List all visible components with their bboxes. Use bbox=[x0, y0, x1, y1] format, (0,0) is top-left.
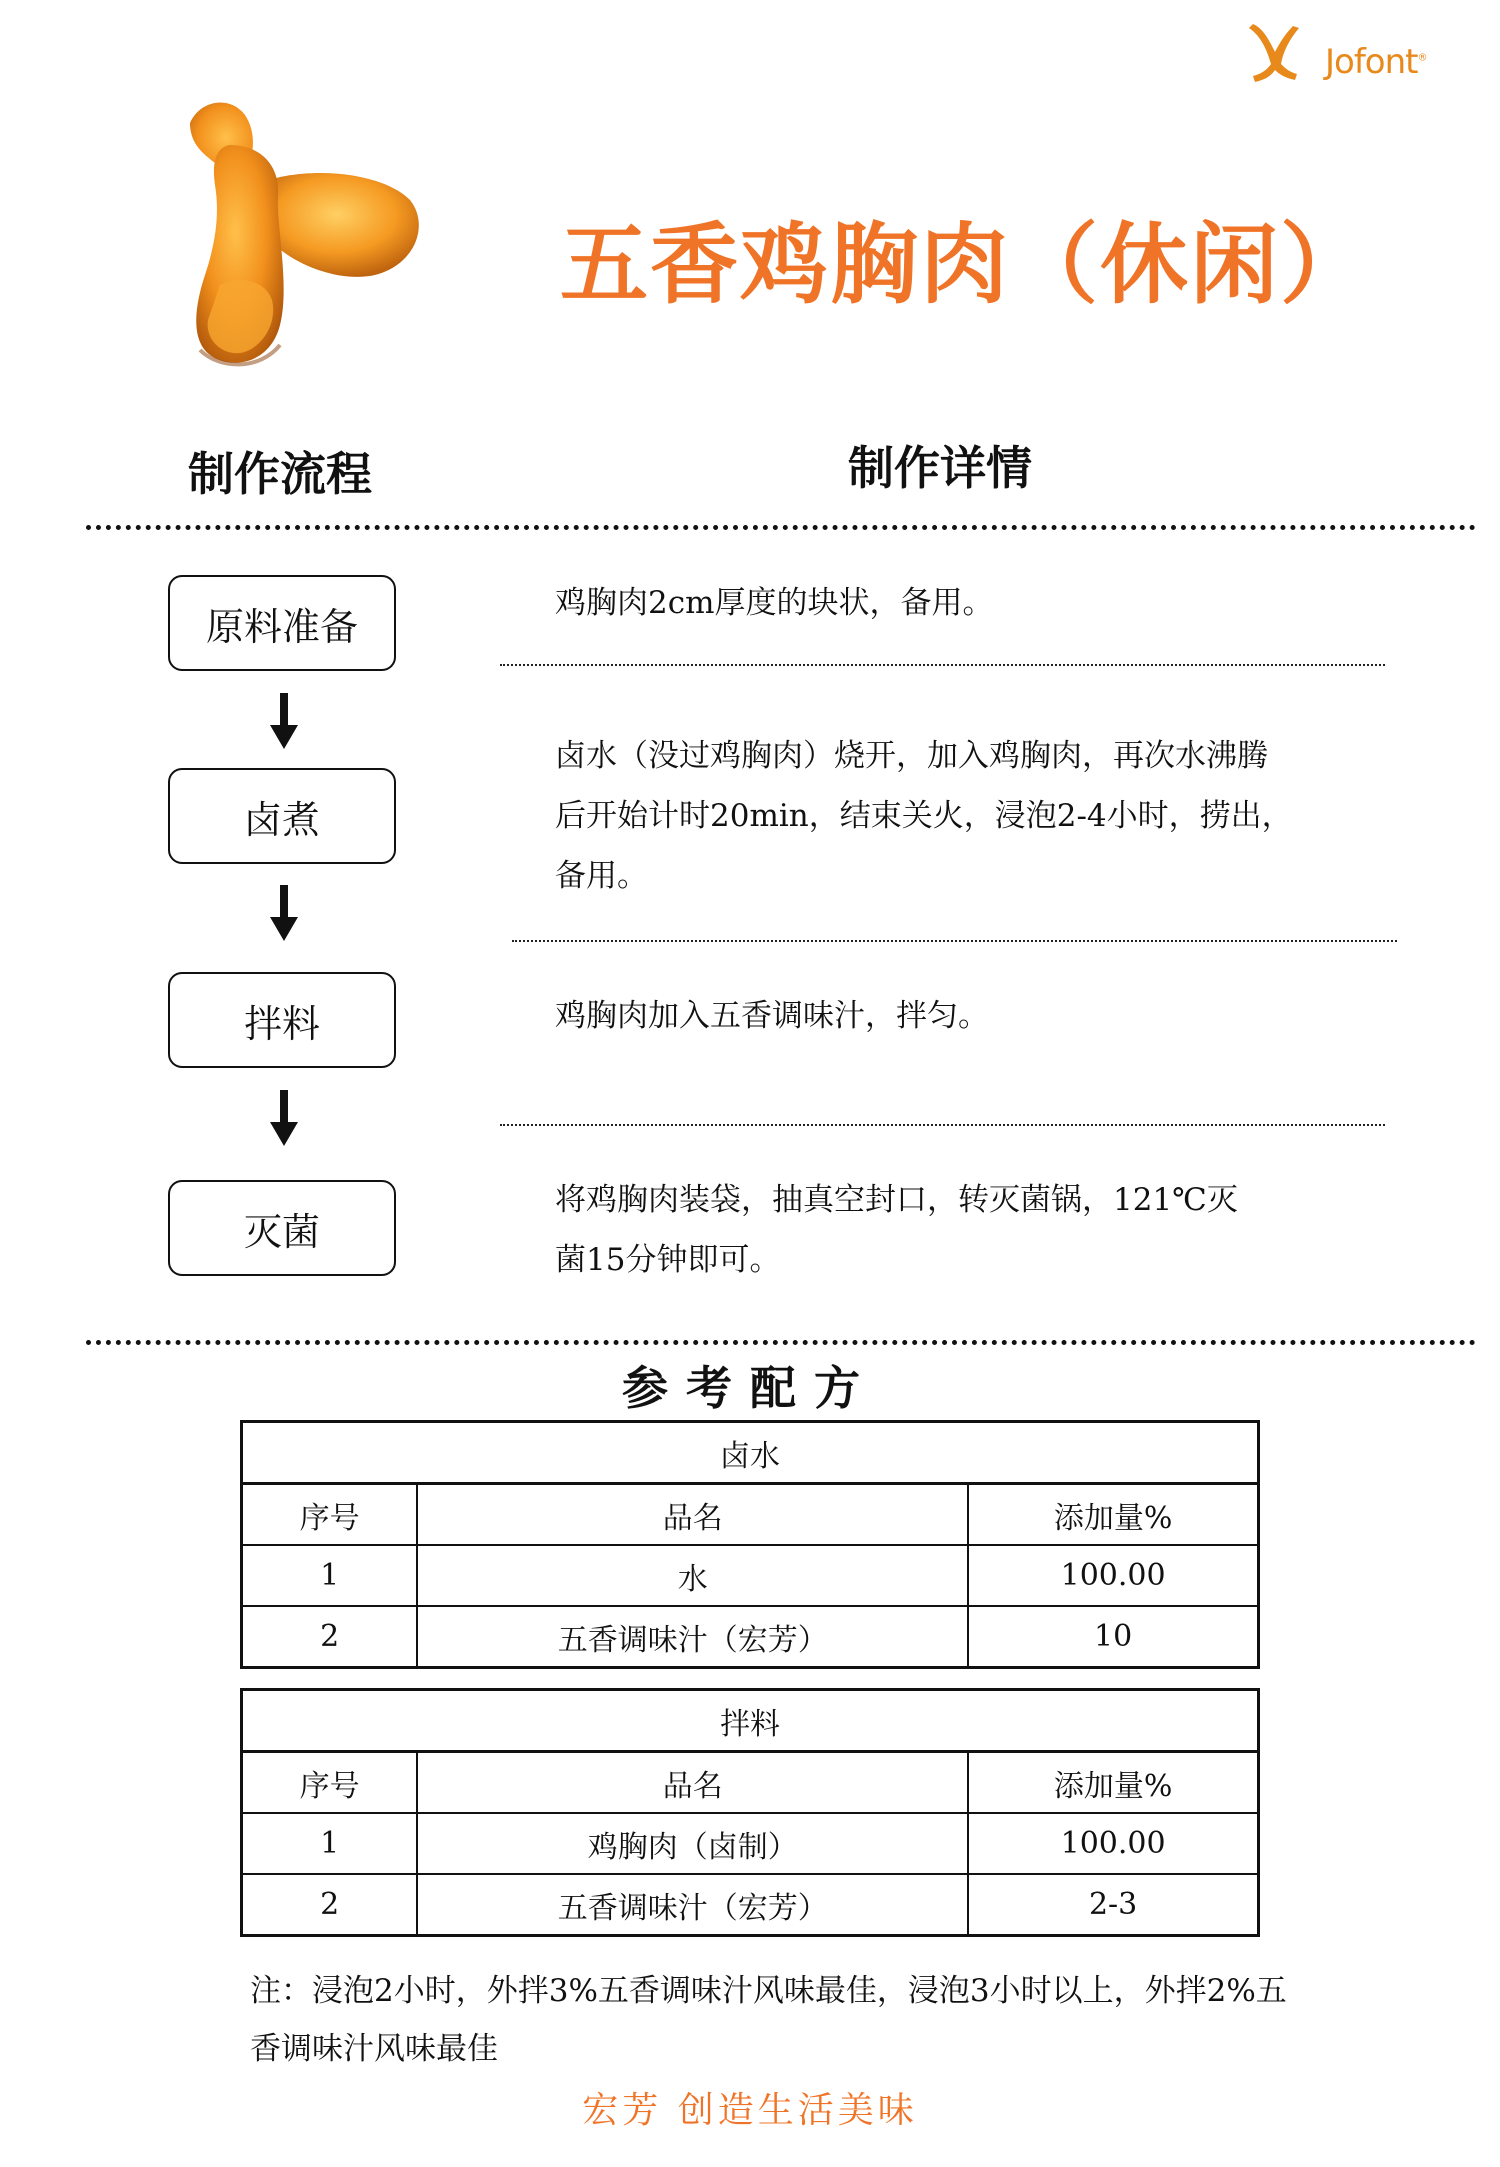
logo-text: Jofont® bbox=[1325, 42, 1427, 82]
table-row bbox=[242, 1606, 1259, 1668]
step-detail-braise bbox=[555, 726, 1345, 906]
recipe-table-brine bbox=[240, 1420, 1260, 1669]
step-detail-prep: 鸡胸肉2cm厚度的块状，备用。 bbox=[555, 585, 994, 621]
recipe-table-mix bbox=[240, 1688, 1260, 1937]
step-detail-mix: 鸡胸肉加入五香调味汁，拌匀。 bbox=[555, 998, 989, 1034]
step-divider bbox=[512, 940, 1397, 942]
step-detail-sterilize bbox=[555, 1170, 1345, 1290]
table-title: 卤水 bbox=[242, 1422, 1259, 1484]
table-header-row bbox=[242, 1484, 1259, 1546]
jofont-logo-mark-icon bbox=[1245, 18, 1325, 88]
step-divider bbox=[500, 1124, 1385, 1126]
section-divider bbox=[86, 525, 1476, 530]
section-divider bbox=[86, 1340, 1476, 1345]
cell-name: 五香调味汁（宏芳） bbox=[417, 1874, 968, 1936]
cell-amount: 2-3 bbox=[968, 1874, 1258, 1936]
down-arrow-icon bbox=[268, 1090, 300, 1146]
header-amount: 添加量% bbox=[968, 1484, 1258, 1546]
note-line: 注：浸泡2小时，外拌3%五香调味汁风味最佳，浸泡3小时以上，外拌2%五 bbox=[250, 1973, 1287, 2009]
step-divider bbox=[500, 664, 1385, 666]
step-box-mix: 拌料 bbox=[168, 972, 396, 1068]
table-row bbox=[242, 1545, 1259, 1606]
header-name: 品名 bbox=[417, 1484, 968, 1546]
step-box-sterilize: 灭菌 bbox=[168, 1180, 396, 1276]
cell-amount: 100.00 bbox=[968, 1545, 1258, 1606]
detail-line: 后开始计时20min，结束关火，浸泡2-4小时，捞出， bbox=[555, 798, 1293, 834]
page-title: 五香鸡胸肉（休闲） bbox=[560, 213, 1371, 316]
table-header-row bbox=[242, 1752, 1259, 1814]
detail-header: 制作详情 bbox=[848, 441, 1032, 495]
step-box-prep: 原料准备 bbox=[168, 575, 396, 671]
process-header: 制作流程 bbox=[188, 447, 372, 501]
cell-no: 1 bbox=[242, 1545, 418, 1606]
header-name: 品名 bbox=[417, 1752, 968, 1814]
header-no: 序号 bbox=[242, 1752, 418, 1814]
cell-amount: 100.00 bbox=[968, 1813, 1258, 1874]
cell-name: 五香调味汁（宏芳） bbox=[417, 1606, 968, 1668]
down-arrow-icon bbox=[268, 885, 300, 941]
detail-line: 菌15分钟即可。 bbox=[555, 1242, 781, 1278]
cell-name: 水 bbox=[417, 1545, 968, 1606]
slogan: 宏芳 创造生活美味 bbox=[582, 2090, 918, 2131]
chicken-drumstick-image bbox=[160, 85, 470, 385]
down-arrow-icon bbox=[268, 693, 300, 749]
cell-no: 2 bbox=[242, 1606, 418, 1668]
cell-amount: 10 bbox=[968, 1606, 1258, 1668]
detail-line: 将鸡胸肉装袋，抽真空封口，转灭菌锅，121℃灭 bbox=[555, 1182, 1238, 1218]
table-title: 拌料 bbox=[242, 1690, 1259, 1752]
note-line: 香调味汁风味最佳 bbox=[250, 2031, 498, 2067]
header-no: 序号 bbox=[242, 1484, 418, 1546]
header-amount: 添加量% bbox=[968, 1752, 1258, 1814]
step-box-braise: 卤煮 bbox=[168, 768, 396, 864]
cell-no: 1 bbox=[242, 1813, 418, 1874]
formula-title: 参考配方 bbox=[622, 1361, 878, 1415]
brand-logo bbox=[1245, 18, 1445, 88]
table-row bbox=[242, 1813, 1259, 1874]
detail-line: 备用。 bbox=[555, 858, 648, 894]
detail-line: 卤水（没过鸡胸肉）烧开，加入鸡胸肉，再次水沸腾 bbox=[555, 738, 1268, 774]
cell-name: 鸡胸肉（卤制） bbox=[417, 1813, 968, 1874]
cell-no: 2 bbox=[242, 1874, 418, 1936]
footnote bbox=[250, 1962, 1350, 2078]
table-row bbox=[242, 1874, 1259, 1936]
